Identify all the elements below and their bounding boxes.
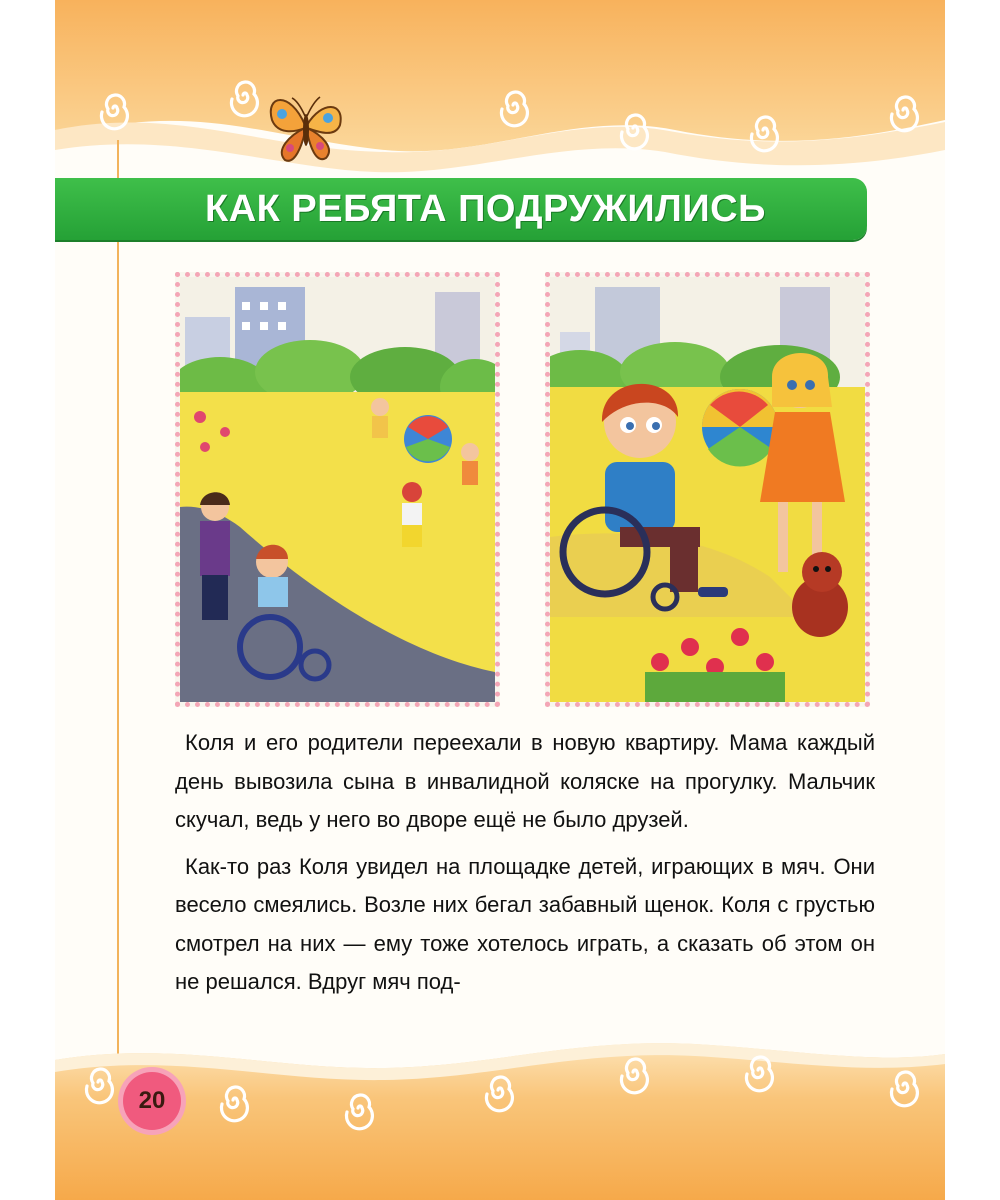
margin-line [117, 140, 119, 1060]
illustration-left [175, 272, 500, 707]
paragraph: Коля и его родители переехали в новую квартиру. Мама каждый день вывозила сына в инвалидной коляске на прогулку. Мальчик скучал, ведь у него во дворе ещё не было друзей. [175, 730, 875, 832]
illustration-right [545, 272, 870, 707]
book-page [55, 0, 945, 1200]
title-banner [55, 178, 867, 240]
paragraph: Как-то раз Коля увидел на площадке детей, играющих в мяч. Они весело смеялись. Возле них бегал забавный щенок. Коля с грустью смотрел на них — ему тоже хотелось играть, а сказать об этом он не решался. Вдруг мяч под- [175, 853, 875, 994]
top-decorative-band [55, 0, 945, 200]
page-number-badge [123, 1072, 181, 1130]
park-scene-illustration [550, 277, 865, 702]
story-text [175, 724, 875, 1010]
bottom-decorative-band [55, 1030, 945, 1200]
butterfly-icon [260, 80, 350, 170]
page-title: КАК РЕБЯТА ПОДРУЖИЛИСЬ [205, 188, 766, 230]
park-scene-illustration [180, 277, 495, 702]
page-number: 20 [138, 1087, 166, 1114]
